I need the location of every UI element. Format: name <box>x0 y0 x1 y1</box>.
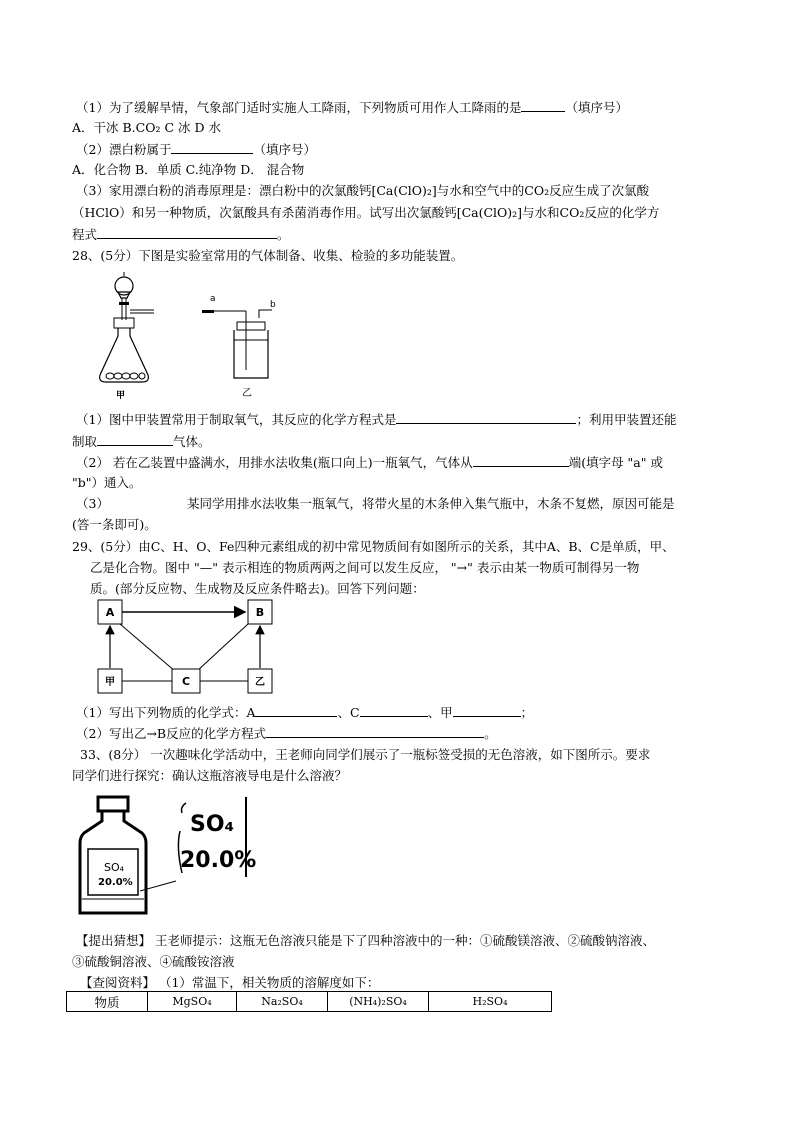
q33-info-line: 【查阅资料】 （1）常温下，相关物质的溶解度如下： <box>80 975 380 990</box>
answer-blank[interactable] <box>266 724 484 738</box>
table-header-row <box>67 992 552 1012</box>
jia-flask-apparatus <box>100 272 154 401</box>
q27-part1-options: A．干冰 B.CO₂ C 冰 D 水 <box>72 120 221 135</box>
label-jia: 甲 <box>116 391 126 401</box>
q28-part3-line2: (答一条即可)。 <box>72 517 157 532</box>
answer-blank[interactable] <box>97 432 173 446</box>
label-yi: 乙 <box>242 388 252 399</box>
q27-part2: （2）漂白粉属于 （填序号） <box>76 142 316 157</box>
q27-part2-options: A．化合物 B．单质 C.纯净物 D． 混合物 <box>72 162 305 177</box>
line-b-c <box>196 624 248 672</box>
q27-part3-line2: （HClO）和另一种物质，次氯酸具有杀菌消毒作用。试写出次氯酸钙[Ca(ClO)₂]与水和CO₂反应的化学方 <box>72 205 660 220</box>
answer-blank[interactable] <box>97 225 277 239</box>
reagent-bottle <box>80 797 176 913</box>
node-a <box>98 600 122 624</box>
table-header-cell: 物质 <box>67 992 148 1012</box>
q29-header-line2: 乙是化合物。图中 "—" 表示相连的物质两两之间可以发生反应， "→" 表示由某一物质可制得另一物 <box>90 560 640 575</box>
q33-bottle-figure <box>76 795 256 920</box>
q33-header-line2: 同学们进行探究：确认这瓶溶液导电是什么溶液？ <box>72 768 348 783</box>
label-b: b <box>270 300 276 310</box>
node-b <box>248 600 272 624</box>
q28-part1-line2: 制取 气体。 <box>72 434 211 449</box>
q33-guess-line1: 【提出猜想】 王老师提示：这瓶无色溶液只能是下了四种溶液中的一种：①硫酸镁溶液、②硫酸钠溶液、 <box>76 933 655 948</box>
solubility-table <box>66 991 552 1012</box>
q28-part1-line1: （1）图中甲装置常用于制取氧气，其反应的化学方程式是 ；利用甲装置还能 <box>76 412 677 427</box>
svg-text:A: A <box>105 606 115 619</box>
bottle-label-formula: SO₄ <box>104 861 125 874</box>
q28-part3-line1: （3） 某同学用排水法收集一瓶氧气，将带火星的木条伸入集气瓶中，木条不复燃，原因可能是 <box>76 496 675 511</box>
svg-text:B: B <box>255 606 265 619</box>
node-c <box>172 669 200 693</box>
q28-part2-line2: "b"）通入。 <box>72 475 142 490</box>
table-header-cell: H₂SO₄ <box>429 992 552 1012</box>
answer-blank[interactable] <box>171 140 253 154</box>
line-a-c <box>120 624 176 672</box>
svg-text:C: C <box>181 675 191 688</box>
answer-blank[interactable] <box>453 703 521 717</box>
answer-blank[interactable] <box>396 410 576 424</box>
q27-part3-line3: 程式 。 <box>72 227 290 242</box>
bottle-label-percent: 20.0% <box>98 877 133 888</box>
q29-relation-diagram <box>90 596 280 696</box>
enlarged-label <box>178 797 256 877</box>
table-header-cell: MgSO₄ <box>148 992 237 1012</box>
q28-header: 28、(5分）下图是实验室常用的气体制备、收集、检验的多功能装置。 <box>72 248 464 263</box>
q28-apparatus-figure <box>94 270 284 405</box>
table-header-cell: (NH₄)₂SO₄ <box>328 992 429 1012</box>
node-jia <box>98 669 122 693</box>
enlarged-label-percent: 20.0% <box>180 848 256 873</box>
q29-part1: （1）写出下列物质的化学式：A 、C 、甲 ； <box>76 705 534 720</box>
q29-header-line3: 质。(部分反应物、生成物及反应条件略去)。回答下列问题： <box>90 581 425 596</box>
svg-text:乙: 乙 <box>255 677 265 688</box>
node-yi <box>248 669 272 693</box>
table-header-cell: Na₂SO₄ <box>237 992 328 1012</box>
q29-part2: （2）写出乙→B反应的化学方程式 。 <box>76 726 497 741</box>
enlarged-label-formula: SO₄ <box>190 812 235 837</box>
q29-header-line1: 29、(5分）由C、H、O、Fe四种元素组成的初中常见物质间有如图所示的关系，其中A、B、C是单质，甲、 <box>72 539 675 554</box>
q27-part3-line1: （3）家用漂白粉的消毒原理是：漂白粉中的次氯酸钙[Ca(ClO)₂]与水和空气中的CO₂反应生成了次氯酸 <box>76 183 650 198</box>
answer-blank[interactable] <box>521 98 565 112</box>
label-a: a <box>210 294 216 304</box>
answer-blank[interactable] <box>473 453 569 467</box>
q27-part1: （1）为了缓解旱情，气象部门适时实施人工降雨，下列物质可用作人工降雨的是 （填序号） <box>76 100 628 115</box>
q33-guess-line2: ③硫酸铜溶液、④硫酸铵溶液 <box>72 954 235 969</box>
answer-blank[interactable] <box>255 703 337 717</box>
q33-header-line1: 33、(8分） 一次趣味化学活动中，王老师向同学们展示了一瓶标签受损的无色溶液，如下图所示。要求 <box>80 747 651 762</box>
q28-part2-line1: （2） 若在乙装置中盛满水，用排水法收集(瓶口向上)一瓶氧气，气体从 端(填字母 "a" 或 <box>76 455 663 470</box>
yi-bottle-apparatus <box>202 294 276 399</box>
answer-blank[interactable] <box>360 703 428 717</box>
svg-text:甲: 甲 <box>105 677 115 688</box>
